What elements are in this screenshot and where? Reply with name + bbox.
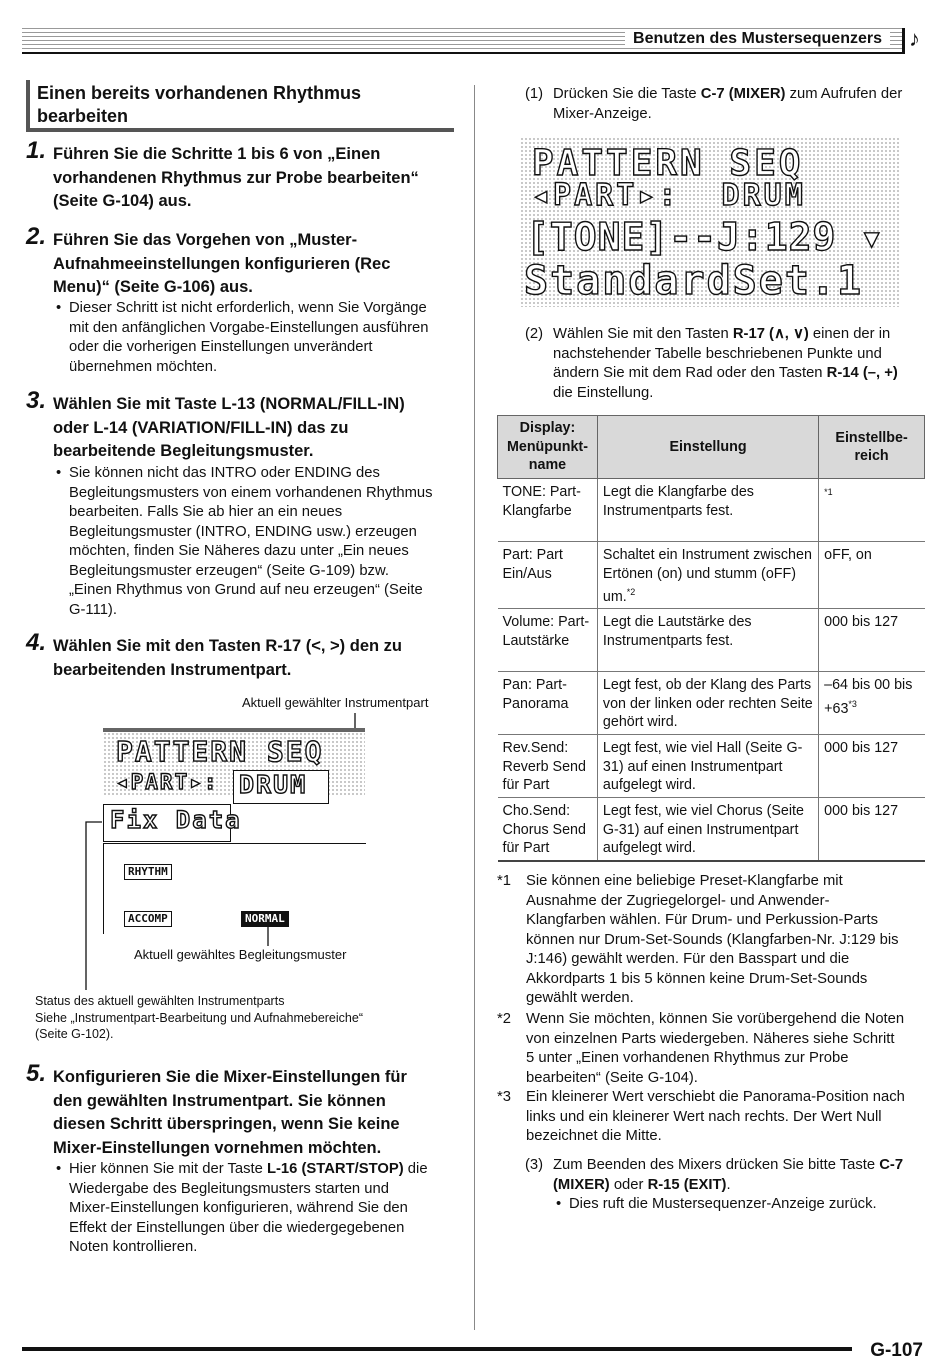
substep-line: die Einstellung. bbox=[553, 384, 654, 401]
step-5-bullet bbox=[56, 1160, 464, 1258]
label-status bbox=[35, 993, 363, 1043]
table-cell-name: Rev.Send: Reverb Send für Part bbox=[498, 735, 598, 798]
footnote-1 bbox=[497, 872, 926, 1009]
footnote-line: bearbeiten“ (Seite G-104). bbox=[526, 1069, 698, 1086]
footnote-line: gewählt werden. bbox=[526, 990, 634, 1006]
table-cell-range bbox=[819, 672, 925, 735]
label-status-line: Status des aktuell gewählten Instrumentparts bbox=[35, 994, 285, 1008]
table-row bbox=[498, 798, 925, 861]
substep-line bbox=[553, 1176, 928, 1196]
substep-text: Wählen Sie mit den Tasten bbox=[553, 326, 733, 342]
step-line: Konfigurieren Sie die Mixer-Einstellungen für bbox=[53, 1068, 407, 1086]
substep-key: (MIXER) bbox=[553, 1176, 610, 1193]
table-cell-name: Cho.Send: Chorus Send für Part bbox=[498, 798, 598, 861]
bullet-line: Noten kontrollieren. bbox=[69, 1239, 198, 1255]
mixer-lcd-line4: StandardSet.1 bbox=[524, 258, 864, 304]
substep-text: Zum Beenden des Mixers drücken Sie bitte Taste bbox=[553, 1157, 880, 1173]
step-line: Aufnahmeeinstellungen konfigurieren (Rec bbox=[53, 254, 391, 273]
substep-text: . bbox=[726, 1176, 731, 1193]
table-row bbox=[498, 735, 925, 798]
bullet-line: G-111). bbox=[69, 601, 117, 618]
footnote-line: links und ein kleinerer Wert nach rechts. Der Wert Null bbox=[526, 1108, 882, 1125]
step-line: bearbeitende Begleitungsmuster. bbox=[53, 442, 314, 460]
lcd-line-pattern-seq: PATTERN SEQ bbox=[116, 735, 324, 768]
footnote-line: 5 unter „Einen vorhandenen Rhythmus zur Probe bbox=[526, 1050, 849, 1066]
step-line: diesen Schritt überspringen, wenn Sie keine bbox=[53, 1115, 400, 1133]
footnote-ref: *3 bbox=[848, 698, 857, 709]
music-note-icon: ♪ bbox=[909, 26, 920, 51]
table-cell-setting: Legt die Klangfarbe des Instrumentparts fest. bbox=[597, 479, 818, 542]
mixer-step-3-bullet bbox=[556, 1195, 929, 1215]
table-cell-setting bbox=[597, 542, 818, 609]
step-number: 4. bbox=[26, 629, 47, 656]
mixer-step-3 bbox=[525, 1156, 928, 1195]
substep-text: oder bbox=[609, 1176, 648, 1193]
substep-key: R-17 (∧, ∨) bbox=[732, 326, 809, 342]
substep-key: C-7 bbox=[879, 1157, 904, 1173]
bullet-line: bearbeiten. Falls Sie ab hier an ein neues bbox=[69, 504, 343, 520]
bullet-line: Effekt der Einstellungen über die wiedergegebenen bbox=[69, 1219, 405, 1236]
mixer-lcd-line3: [TONE]--J:129 ▾ bbox=[526, 215, 885, 259]
table-cell-range: oFF, on bbox=[819, 542, 925, 609]
header-title: Benutzen des Mustersequenzers bbox=[625, 30, 890, 48]
bullet-dot: • bbox=[56, 1161, 62, 1177]
footnote-line: Ausnahme der Zugriegelorgel- und Anwender- bbox=[526, 892, 830, 909]
substep-line bbox=[553, 85, 928, 105]
bullet-line: mit den anfänglichen Vorgabe-Einstellungen ausführen bbox=[69, 319, 429, 336]
footnote-line: Sie können eine beliebige Preset-Klangfarbe mit bbox=[526, 873, 843, 889]
table-header-cell: Einstellung bbox=[597, 416, 818, 479]
table-cell-range: 000 bis 127 bbox=[819, 798, 925, 861]
indicator-rhythm: RHYTHM bbox=[124, 864, 172, 880]
mixer-settings-table bbox=[497, 415, 925, 862]
bullet-text: die bbox=[403, 1161, 428, 1177]
step-line: Führen Sie das Vorgehen von „Muster- bbox=[53, 231, 358, 249]
table-header-row bbox=[498, 416, 925, 479]
bullet-dot: • bbox=[56, 465, 62, 481]
substep-text: einen der in bbox=[808, 326, 891, 342]
lcd-line-part: ◂PART▸: bbox=[116, 770, 219, 794]
footnote-line: Akkordparts 1 bis 5 können keine Drum-Set-Sounds bbox=[526, 970, 868, 987]
footnote-ref: *1 bbox=[824, 487, 833, 497]
footnote-line: Klangfarben wählen. Für Drum- und Perkussion-Parts bbox=[526, 912, 878, 928]
substep-key: R-14 (–, +) bbox=[826, 365, 898, 381]
table-row bbox=[498, 672, 925, 735]
step-number: 5. bbox=[26, 1060, 47, 1087]
step-line: Wählen Sie mit den Tasten R-17 (<, >) den zu bbox=[53, 637, 403, 655]
step-number: 1. bbox=[26, 137, 47, 164]
label-status-line: Siehe „Instrumentpart-Bearbeitung und Aufnahmebereiche“ bbox=[35, 1010, 363, 1025]
footer-rule bbox=[22, 1347, 852, 1351]
substep-text: zum Aufrufen der bbox=[785, 86, 903, 102]
footnote-key: *1 bbox=[497, 873, 511, 889]
bullet-line: Begleitungsmusters von einem vorhandenen Rhythmus bbox=[69, 484, 433, 501]
substep-line bbox=[553, 364, 928, 384]
bullet-line: Dieser Schritt ist nicht erforderlich, wenn Sie Vorgänge bbox=[69, 300, 427, 316]
table-cell-range: 000 bis 127 bbox=[819, 735, 925, 798]
page-number: G-107 bbox=[870, 1340, 923, 1361]
step-line: vorhandenen Rhythmus zur Probe bearbeiten“ bbox=[53, 168, 419, 187]
section-title: Einen bereits vorhandenen Rhythmus bearbeiten bbox=[26, 80, 454, 132]
step-number: 2. bbox=[26, 223, 47, 250]
indicator-accomp: ACCOMP bbox=[124, 911, 172, 927]
step-5 bbox=[26, 1060, 473, 1160]
mixer-step-2 bbox=[525, 325, 928, 403]
footnote-key: *3 bbox=[497, 1089, 511, 1105]
mixer-lcd-line2: ◂PART▸: DRUM bbox=[532, 178, 806, 213]
bullet-line bbox=[69, 1160, 464, 1180]
substep-number: (1) bbox=[525, 86, 544, 102]
lcd-status-value: Fix Data bbox=[110, 806, 242, 834]
footnote-line: J:146) gewählt werden. Für den Basspart und die bbox=[526, 951, 850, 967]
bullet-line: Mixer-Einstellungen konfigurieren, während Sie den bbox=[69, 1200, 408, 1216]
table-row bbox=[498, 542, 925, 609]
footnote-line: Wenn Sie möchten, können Sie vorübergehend die Noten bbox=[526, 1011, 905, 1027]
footnote-line: bezeichnet die Mitte. bbox=[526, 1128, 662, 1144]
table-cell-name: TONE: Part-Klangfarbe bbox=[498, 479, 598, 542]
substep-text: ändern Sie mit dem Rad oder den Tasten bbox=[553, 365, 827, 381]
table-header-cell: Einstellbe-reich bbox=[819, 416, 925, 479]
footnote-key: *2 bbox=[497, 1011, 511, 1027]
step-line: den gewählten Instrumentpart. Sie können bbox=[53, 1091, 386, 1110]
label-current-part: Aktuell gewählter Instrumentpart bbox=[242, 695, 429, 710]
bullet-line: oder die vorherigen Einstellungen unverändert bbox=[69, 339, 373, 355]
mixer-step-1 bbox=[525, 85, 928, 124]
bullet-line: Sie können nicht das INTRO oder ENDING des bbox=[69, 465, 380, 481]
table-cell-name: Part: Part Ein/Aus bbox=[498, 542, 598, 609]
lcd-part-value: DRUM bbox=[239, 770, 308, 799]
substep-line bbox=[553, 325, 928, 345]
table-cell-setting: Legt fest, wie viel Hall (Seite G-31) auf einen Instrumentpart aufgelegt wird. bbox=[597, 735, 818, 798]
step-line: oder L-14 (VARIATION/FILL-IN) das zu bbox=[53, 418, 349, 437]
substep-line: Mixer-Anzeige. bbox=[553, 105, 652, 122]
table-cell-text: –64 bis 00 bis +63 bbox=[824, 677, 913, 717]
step-line: Führen Sie die Schritte 1 bis 6 von „Einen bbox=[53, 145, 381, 163]
footnote-line: können nur Drum-Set-Sounds (Klangfarben-Nr. J:129 bis bbox=[526, 931, 899, 948]
table-cell-name: Pan: Part-Panorama bbox=[498, 672, 598, 735]
step-line: Menu)“ (Seite G-106) aus. bbox=[53, 278, 253, 296]
footnote-line: von einzelnen Parts wiedergeben. Näheres siehe Schritt bbox=[526, 1030, 895, 1047]
table-cell-setting: Legt fest, ob der Klang des Parts von der linken oder rechten Seite gehört wird. bbox=[597, 672, 818, 735]
indicator-normal: NORMAL bbox=[241, 911, 289, 927]
table-cell-text: Schaltet ein Instrument zwischen Ertönen (on) und stumm (oFF) um. bbox=[602, 547, 812, 605]
table-cell-setting: Legt die Lautstärke des Instrumentparts fest. bbox=[597, 609, 818, 672]
label-status-line: (Seite G-102). bbox=[35, 1027, 114, 1041]
bullet-text: Hier können Sie mit der Taste bbox=[69, 1161, 267, 1177]
bullet-line: übernehmen möchten. bbox=[69, 358, 218, 375]
footnote-2 bbox=[497, 1010, 926, 1088]
table-cell-name: Volume: Part-Lautstärke bbox=[498, 609, 598, 672]
step-line: Wählen Sie mit Taste L-13 (NORMAL/FILL-IN) bbox=[53, 395, 405, 413]
label-current-pattern: Aktuell gewähltes Begleitungsmuster bbox=[134, 947, 347, 962]
table-cell-setting: Legt fest, wie viel Chorus (Seite G-31) auf einen Instrumentpart aufgelegt wird. bbox=[597, 798, 818, 861]
footnote-3 bbox=[497, 1088, 926, 1147]
bullet-line: möchten, finden Sie Näheres dazu unter „Ein neues bbox=[69, 543, 409, 559]
footnote-line: Ein kleinerer Wert verschiebt die Panorama-Position nach bbox=[526, 1089, 905, 1105]
table-cell-range: 000 bis 127 bbox=[819, 609, 925, 672]
bullet-line: Begleitungsmuster erzeugen“ (Seite G-109) bzw. bbox=[69, 562, 389, 579]
step-number: 3. bbox=[26, 387, 47, 414]
lcd-top-edge bbox=[103, 728, 365, 732]
table-row bbox=[498, 609, 925, 672]
bullet-line: Dies ruft die Mustersequenzer-Anzeige zurück. bbox=[569, 1196, 877, 1212]
mixer-lcd-line1: PATTERN SEQ bbox=[532, 143, 804, 184]
substep-line: nachstehender Tabelle beschriebenen Punkte und bbox=[553, 345, 882, 362]
bullet-line: „Einen Rhythmus von Grund auf neu erzeugen“ (Seite bbox=[69, 582, 423, 598]
substep-key: C-7 (MIXER) bbox=[700, 86, 786, 102]
substep-number: (2) bbox=[525, 326, 544, 342]
step-line: Mixer-Einstellungen vornehmen möchten. bbox=[53, 1138, 382, 1157]
bullet-line: Wiedergabe des Begleitungsmusters starten und bbox=[69, 1180, 389, 1197]
substep-text: Drücken Sie die Taste bbox=[553, 86, 701, 102]
step-line: bearbeitenden Instrumentpart. bbox=[53, 660, 292, 679]
bullet-key: L-16 (START/STOP) bbox=[266, 1161, 404, 1177]
substep-key: R-15 (EXIT) bbox=[647, 1176, 727, 1193]
bullet-dot: • bbox=[556, 1196, 562, 1212]
table-row bbox=[498, 479, 925, 542]
bullet-dot: • bbox=[56, 300, 62, 316]
substep-line bbox=[553, 1156, 928, 1176]
table-cell-range bbox=[819, 479, 925, 542]
step-line: (Seite G-104) aus. bbox=[53, 192, 192, 210]
table-header-cell: Display: Menüpunkt-name bbox=[498, 416, 598, 479]
bullet-line: Begleitungsmuster (INTRO, ENDING usw.) erzeugen bbox=[69, 523, 417, 540]
substep-number: (3) bbox=[525, 1157, 544, 1173]
footnote-ref: *2 bbox=[626, 587, 636, 597]
